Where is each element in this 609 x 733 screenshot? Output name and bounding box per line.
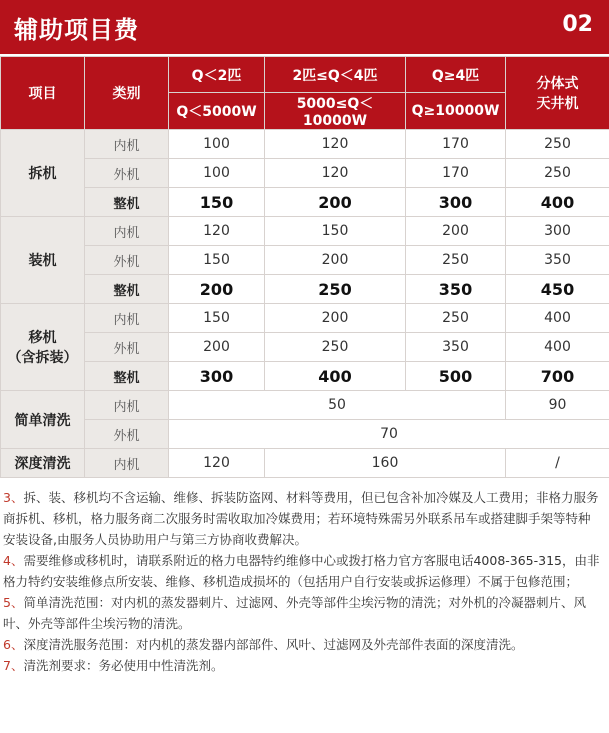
price-cell: 50 [169, 391, 506, 420]
price-cell: 300 [506, 217, 609, 246]
table-row [1, 391, 609, 420]
type-label: 内机 [85, 130, 169, 159]
group-label: 简单清洗 [1, 391, 85, 449]
type-label: 外机 [85, 159, 169, 188]
price-cell: 350 [506, 246, 609, 275]
price-cell: 250 [406, 246, 506, 275]
price-cell: 120 [169, 449, 265, 478]
note-number: 7、 [3, 658, 24, 673]
note-item [0, 634, 600, 655]
note-number: 4、 [3, 553, 24, 568]
note-number: 5、 [3, 595, 24, 610]
note-item [0, 592, 600, 634]
type-label: 整机 [85, 362, 169, 391]
price-cell: 150 [265, 217, 406, 246]
price-cell: 100 [169, 130, 265, 159]
header-item: 项目 [1, 57, 85, 130]
type-label: 内机 [85, 304, 169, 333]
page-title: 辅助项目费 [14, 16, 139, 44]
price-cell: 150 [169, 304, 265, 333]
price-cell: 100 [169, 159, 265, 188]
note-item [0, 487, 600, 550]
price-cell: 120 [169, 217, 265, 246]
header-capacity-hp: Q≥4匹 [406, 57, 506, 93]
price-cell: / [506, 449, 609, 478]
type-label: 内机 [85, 391, 169, 420]
header-capacity-w: Q≥10000W [406, 93, 506, 130]
header-capacity-hp: Q＜2匹 [169, 57, 265, 93]
type-label: 外机 [85, 420, 169, 449]
price-cell: 250 [506, 130, 609, 159]
price-cell: 450 [506, 275, 609, 304]
price-cell: 160 [265, 449, 506, 478]
table-row [1, 130, 609, 159]
page-header [0, 0, 609, 54]
note-text: 拆、装、移机均不含运输、维修、拆装防盗网、材料等费用，但已包含补加冷媒及人工费用；非格力服务商拆机、移机，格力服务商二次服务时需收取加冷媒费用；若环境特殊需另外联系吊车或搭建脚手架等特种安装设备,由服务人员协助用户与第三方协商收费解决。 [3, 490, 599, 547]
table-row [1, 57, 609, 93]
type-label: 整机 [85, 188, 169, 217]
price-cell: 170 [406, 130, 506, 159]
type-label: 内机 [85, 449, 169, 478]
price-cell: 120 [265, 130, 406, 159]
price-cell: 200 [265, 188, 406, 217]
group-label: 装机 [1, 217, 85, 304]
type-label: 外机 [85, 246, 169, 275]
price-cell: 300 [169, 362, 265, 391]
price-cell: 400 [265, 362, 406, 391]
table-row [1, 188, 609, 217]
price-cell: 170 [406, 159, 506, 188]
table-row [1, 275, 609, 304]
note-item [0, 550, 600, 592]
price-table [0, 56, 609, 478]
price-cell: 400 [506, 188, 609, 217]
note-text: 清洗剂要求：务必使用中性清洗剂。 [23, 658, 224, 673]
price-cell: 200 [265, 304, 406, 333]
header-capacity-hp: 2匹≤Q＜4匹 [265, 57, 406, 93]
price-cell: 300 [406, 188, 506, 217]
table-row [1, 159, 609, 188]
price-cell: 400 [506, 333, 609, 362]
type-label: 整机 [85, 275, 169, 304]
note-text: 需要维修或移机时，请联系附近的格力电器特约维修中心或拨打格力官方客服电话4008-365-315，由非格力特约安装维修点所安装、维修、移机造成损坏的（包括用户自行安装或拆运修理）不属于包修范围； [3, 553, 600, 589]
table-row [1, 217, 609, 246]
price-cell: 200 [265, 246, 406, 275]
notes-section [0, 487, 600, 676]
price-cell: 700 [506, 362, 609, 391]
table-row [1, 420, 609, 449]
table-row [1, 304, 609, 333]
header-type: 类别 [85, 57, 169, 130]
price-cell: 90 [506, 391, 609, 420]
price-cell: 250 [265, 333, 406, 362]
price-cell: 350 [406, 333, 506, 362]
price-cell: 200 [406, 217, 506, 246]
group-label: 深度清洗 [1, 449, 85, 478]
price-cell: 200 [169, 275, 265, 304]
note-item [0, 655, 600, 676]
header-ceiling: 分体式 天井机 [506, 57, 609, 130]
price-cell: 150 [169, 246, 265, 275]
price-cell: 350 [406, 275, 506, 304]
table-row [1, 449, 609, 478]
note-number: 3、 [3, 490, 24, 505]
price-cell: 250 [506, 159, 609, 188]
type-label: 外机 [85, 333, 169, 362]
table-row [1, 333, 609, 362]
table-row [1, 362, 609, 391]
price-cell: 120 [265, 159, 406, 188]
table-row [1, 246, 609, 275]
price-cell: 250 [406, 304, 506, 333]
header-capacity-w: 5000≤Q＜10000W [265, 93, 406, 130]
price-cell: 250 [265, 275, 406, 304]
page-number: 02 [562, 12, 593, 37]
note-number: 6、 [3, 637, 24, 652]
note-text: 简单清洗范围：对内机的蒸发器刺片、过滤网、外壳等部件尘埃污物的清洗；对外机的冷凝器刺片、风叶、外壳等部件尘埃污物的清洗。 [3, 595, 586, 631]
price-cell: 70 [169, 420, 609, 449]
price-cell: 200 [169, 333, 265, 362]
price-cell: 500 [406, 362, 506, 391]
group-label: 移机 （含拆装） [1, 304, 85, 391]
group-label: 拆机 [1, 130, 85, 217]
note-text: 深度清洗服务范围：对内机的蒸发器内部部件、风叶、过滤网及外壳部件表面的深度清洗。 [23, 637, 524, 652]
type-label: 内机 [85, 217, 169, 246]
header-capacity-w: Q＜5000W [169, 93, 265, 130]
price-cell: 400 [506, 304, 609, 333]
price-cell: 150 [169, 188, 265, 217]
